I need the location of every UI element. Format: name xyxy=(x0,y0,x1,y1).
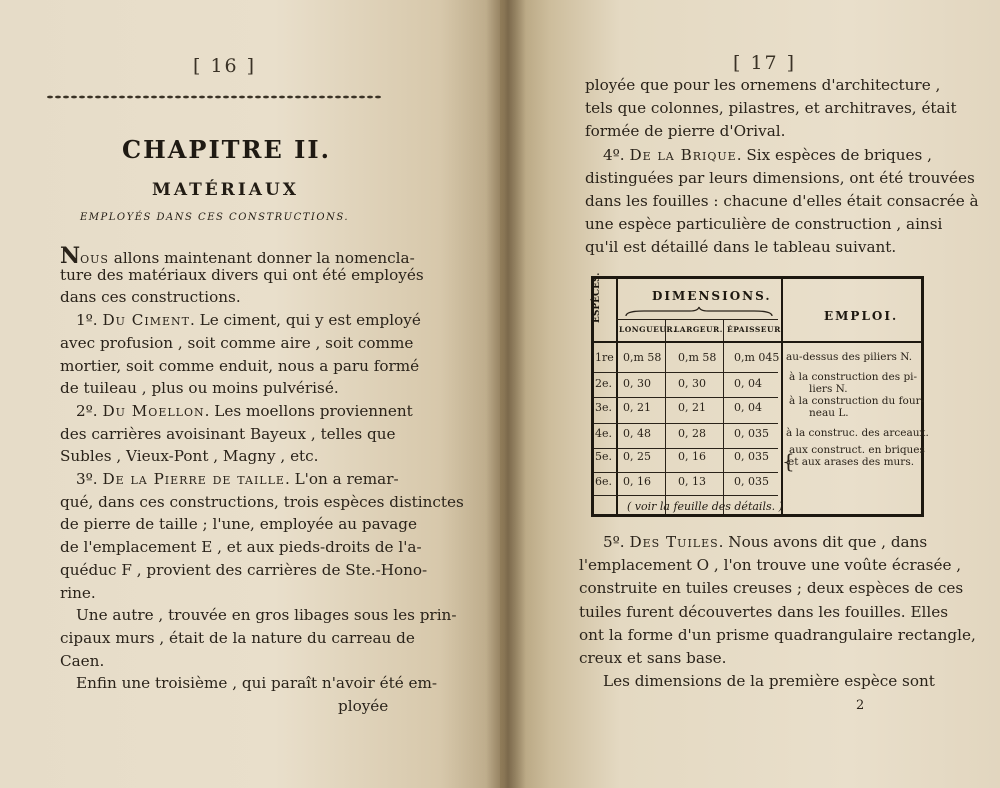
text-line xyxy=(60,447,319,465)
text-line xyxy=(60,584,96,602)
cell-emploi: neau L. xyxy=(809,407,849,419)
text-line xyxy=(76,402,413,420)
ornament-dot xyxy=(375,96,381,99)
text-line xyxy=(579,603,948,621)
item-number: 2º. xyxy=(76,401,103,420)
ornament-dot xyxy=(167,96,173,99)
header-longueur: LONGUEUR. xyxy=(619,325,677,334)
text-line xyxy=(76,606,456,624)
header-emploi: EMPLOI. xyxy=(824,309,899,323)
cell-largeur: 0, 28 xyxy=(678,427,706,440)
cell-espece: 6e. xyxy=(595,475,613,488)
cell-emploi: et aux arases des murs. xyxy=(788,456,915,468)
cell-emploi: liers N. xyxy=(809,383,848,395)
ornament-dot xyxy=(55,96,61,99)
table-rule xyxy=(665,319,666,514)
item-number: 5º. xyxy=(603,533,630,551)
text-line xyxy=(60,515,417,533)
cell-epaisseur: 0, 04 xyxy=(734,401,762,414)
text-line xyxy=(579,556,961,574)
drop-cap: N xyxy=(60,243,81,269)
line-text: de tuileau , plus ou moins pulvérisé. xyxy=(60,379,339,398)
chapter-subtitle: MATÉRIAUX xyxy=(152,180,299,200)
bricks-table xyxy=(591,272,929,517)
cell-longueur: 0, 21 xyxy=(623,401,651,414)
table-rule xyxy=(616,319,778,320)
cell-emploi: aux construct. en briques xyxy=(789,444,925,456)
line-text: distinguées par leurs dimensions, ont été trouvées xyxy=(585,168,975,187)
ornament-dot xyxy=(215,96,221,99)
text-line xyxy=(585,169,975,187)
ornament-dot xyxy=(119,96,125,99)
section-heading: De la Brique xyxy=(629,145,737,164)
ornament-dot xyxy=(183,96,189,99)
ornament-dot xyxy=(159,96,165,99)
cell-epaisseur: 0, 035 xyxy=(734,450,769,463)
line-text: Enfin une troisième , qui paraît n'avoir été em- xyxy=(76,674,438,693)
line-text: avec profusion , soit comme aire , soit comme xyxy=(60,333,414,352)
text-line xyxy=(60,538,422,556)
line-text: quéduc F , provient des carrières de Ste.-Hono- xyxy=(60,560,428,579)
header-dimensions: DIMENSIONS. xyxy=(652,289,772,303)
ornament-dot xyxy=(95,96,101,99)
line-text: . Les moellons proviennent xyxy=(204,401,413,420)
cell-longueur: 0,m 58 xyxy=(623,351,662,364)
ornament-dot xyxy=(175,96,181,99)
line-text: rine. xyxy=(60,583,96,602)
table-rule xyxy=(594,495,778,496)
ornament-dot xyxy=(111,96,117,99)
text-line xyxy=(60,379,339,397)
ornament-dot xyxy=(127,96,133,99)
line-text: dans ces constructions. xyxy=(60,288,241,307)
line-text: Une autre , trouvée en gros libages sous les prin- xyxy=(76,606,457,625)
table-rule xyxy=(594,472,778,473)
ornament-dot xyxy=(287,96,293,99)
ornament-dot xyxy=(367,96,373,99)
cell-epaisseur: 0, 035 xyxy=(734,475,769,488)
line-text: dans les fouilles : chacune d'elles était consacrée à xyxy=(585,192,979,210)
ornament-dot xyxy=(319,96,325,99)
line-text: ployée xyxy=(338,697,389,715)
line-text: de l'emplacement E , et aux pieds-droits de l'a- xyxy=(60,538,422,557)
ornament-dot xyxy=(63,96,69,99)
ornament-dot xyxy=(135,96,141,99)
line-text: Les dimensions de la première espèce sont xyxy=(603,672,935,691)
line-text: . Nous avons dit que , dans xyxy=(718,533,928,551)
text-line xyxy=(76,674,437,692)
text-line xyxy=(60,425,395,443)
header-largeur: LARGEUR. xyxy=(674,325,723,334)
small-caps-text: ous xyxy=(80,249,109,267)
table-rule xyxy=(594,448,778,449)
ornament-dot xyxy=(207,96,213,99)
cell-longueur: 0, 25 xyxy=(623,450,651,463)
ornament-dot xyxy=(87,96,93,99)
ornament-dot xyxy=(247,96,253,99)
text-line xyxy=(76,470,399,488)
ornament-rule xyxy=(46,92,386,102)
text-line xyxy=(585,215,942,233)
text-line xyxy=(585,122,785,140)
chapter-subtitle-2: EMPLOYÉS DANS CES CONSTRUCTIONS. xyxy=(80,212,350,223)
section-heading: Du Moellon xyxy=(102,401,205,420)
table-rule xyxy=(594,423,778,424)
cell-largeur: 0, 16 xyxy=(678,450,706,463)
text-line xyxy=(60,493,464,511)
line-text: construite en tuiles creuses ; deux espèces de ces xyxy=(579,579,964,598)
ornament-dot xyxy=(79,96,85,99)
ornament-dot xyxy=(191,96,197,99)
ornament-dot xyxy=(47,96,53,99)
line-text: ont la forme d'un prisme quadrangulaire rectangle, xyxy=(579,625,976,644)
ornament-dot xyxy=(343,96,349,99)
ornament-dot xyxy=(103,96,109,99)
page-number: [ 17 ] xyxy=(733,52,797,74)
line-text: ture des matériaux divers qui ont été employés xyxy=(60,265,424,284)
table-rule xyxy=(723,319,724,514)
text-line xyxy=(338,697,388,715)
ornament-dot xyxy=(335,96,341,99)
text-line xyxy=(60,561,427,579)
line-text: Caen. xyxy=(60,651,105,670)
section-heading: Du Ciment xyxy=(102,311,190,330)
ornament-dot xyxy=(223,96,229,99)
item-number: 4º. xyxy=(603,145,630,164)
ornament-dot xyxy=(71,96,77,99)
section-heading: De la Pierre de taille xyxy=(102,470,285,488)
line-text: tels que colonnes, pilastres, et architraves, était xyxy=(585,99,957,118)
cell-longueur: 0, 30 xyxy=(623,377,651,390)
line-text: . Six espèces de briques , xyxy=(736,145,932,164)
ornament-dot xyxy=(303,96,309,99)
text-line xyxy=(60,266,424,284)
page-number: [ 16 ] xyxy=(193,55,257,77)
text-line xyxy=(60,629,415,647)
line-text: ployée que pour les ornemens d'architecture , xyxy=(585,76,941,94)
brace-icon xyxy=(624,306,774,318)
text-line xyxy=(579,649,727,667)
text-line xyxy=(603,146,932,164)
cell-emploi: à la construction du four- xyxy=(789,395,925,407)
line-text: . Le ciment, qui y est employé xyxy=(189,311,421,330)
text-line xyxy=(579,579,963,597)
line-text: mortier, soit comme enduit, nous a paru formé xyxy=(60,356,420,375)
ornament-dot xyxy=(311,96,317,99)
line-text: des carrières avoisinant Bayeux , telles que xyxy=(60,424,396,443)
cell-epaisseur: 0, 04 xyxy=(734,377,762,390)
text-line xyxy=(579,626,976,644)
text-line xyxy=(76,311,421,329)
ornament-dot xyxy=(151,96,157,99)
header-epaisseur: ÉPAISSEUR. xyxy=(727,325,784,334)
brace-icon: { xyxy=(782,449,795,473)
ornament-dot xyxy=(279,96,285,99)
cell-emploi: au-dessus des piliers N. xyxy=(786,351,913,363)
text-line xyxy=(585,76,940,94)
cell-espece: 5e. xyxy=(595,450,613,463)
text-line xyxy=(60,652,104,670)
table-rule xyxy=(781,279,783,514)
cell-largeur: 0,m 58 xyxy=(678,351,717,364)
line-text: formée de pierre d'Orival. xyxy=(585,122,786,141)
header-especes: ESPÈCES. xyxy=(592,272,602,323)
cell-largeur: 0, 21 xyxy=(678,401,706,414)
ornament-dot xyxy=(327,96,333,99)
ornament-dot xyxy=(239,96,245,99)
ornament-dot xyxy=(143,96,149,99)
signature-mark: 2 xyxy=(856,698,865,713)
cell-epaisseur: 0,m 045 xyxy=(734,351,780,364)
line-text: qué, dans ces constructions, trois espèces distinctes xyxy=(60,492,464,511)
table-note: ( voir la feuille des détails. ) xyxy=(627,500,783,513)
cell-emploi: à la construction des pi- xyxy=(789,371,918,383)
table-rule xyxy=(594,341,921,343)
line-text: creux et sans base. xyxy=(579,649,727,667)
line-text: cipaux murs , était de la nature du carreau de xyxy=(60,628,415,647)
text-line xyxy=(60,357,419,375)
line-text: Subles , Vieux-Pont , Magny , etc. xyxy=(60,447,319,466)
section-heading: Des Tuiles xyxy=(629,533,719,551)
item-number: 3º. xyxy=(76,470,103,488)
text-line xyxy=(60,288,241,306)
book-gutter xyxy=(486,0,526,788)
line-text: allons maintenant donner la nomencla- xyxy=(108,249,415,267)
line-text: . L'on a remar- xyxy=(284,470,399,488)
ornament-dot xyxy=(359,96,365,99)
table-rule xyxy=(594,397,778,398)
cell-largeur: 0, 13 xyxy=(678,475,706,488)
line-text: qu'il est détaillé dans le tableau suivant. xyxy=(585,238,897,257)
cell-espece: 2e. xyxy=(595,377,613,390)
line-text: tuiles furent découvertes dans les fouilles. Elles xyxy=(579,602,949,621)
text-line xyxy=(603,672,935,690)
ornament-dot xyxy=(351,96,357,99)
table-rule xyxy=(594,372,778,373)
cell-emploi: à la construc. des arceaux. xyxy=(786,427,929,439)
ornament-dot xyxy=(199,96,205,99)
ornament-dot xyxy=(271,96,277,99)
cell-espece: 1re xyxy=(595,351,614,364)
cell-epaisseur: 0, 035 xyxy=(734,427,769,440)
text-line xyxy=(60,334,413,352)
cell-largeur: 0, 30 xyxy=(678,377,706,390)
ornament-dot xyxy=(255,96,261,99)
ornament-dot xyxy=(295,96,301,99)
line-text: de pierre de taille ; l'une, employée au pavage xyxy=(60,515,417,534)
cell-longueur: 0, 16 xyxy=(623,475,651,488)
line-text: l'emplacement O , l'on trouve une voûte écrasée , xyxy=(579,556,962,575)
cell-longueur: 0, 48 xyxy=(623,427,651,440)
text-line xyxy=(603,533,927,551)
chapter-title: CHAPITRE II. xyxy=(122,135,331,164)
line-text: une espèce particulière de construction , ainsi xyxy=(585,215,943,234)
item-number: 1º. xyxy=(76,311,103,330)
text-line xyxy=(585,192,979,210)
ornament-dot xyxy=(263,96,269,99)
ornament-dot xyxy=(231,96,237,99)
text-line xyxy=(585,99,957,117)
text-line xyxy=(585,238,896,256)
cell-espece: 4e. xyxy=(595,427,613,440)
cell-espece: 3e. xyxy=(595,401,613,414)
